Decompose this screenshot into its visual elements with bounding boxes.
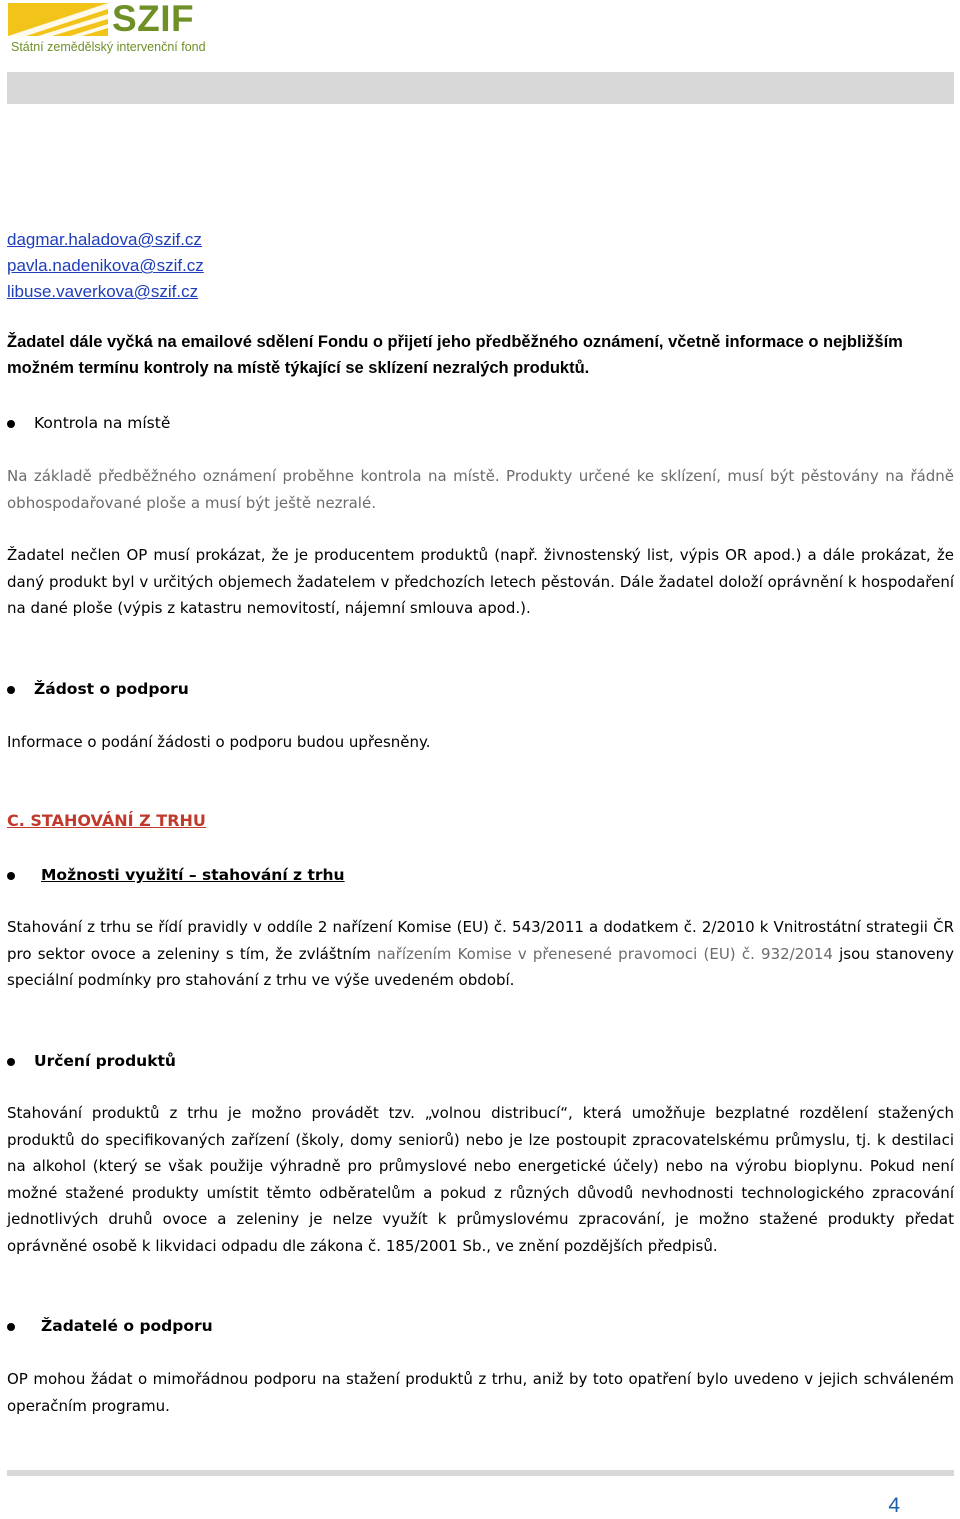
bullet-heading: Kontrola na místě [34, 414, 171, 432]
bullet-icon [7, 1058, 15, 1066]
bullet-icon [7, 1323, 15, 1331]
footer-divider-bar [7, 1470, 954, 1476]
kontrola-paragraph-2: Žadatel nečlen OP musí prokázat, že je producentem produktů (např. živnostenský list, výpis OR apod.) a dále prokázat, že daný produkt byl v určitých objemech žadatelem v předchozích letech pěstován. Dále žadatel doloží oprávnění k hospodaření na dané ploše (výpis z katastru nemovitostí, nájemní smlouva apod.). [7, 546, 954, 617]
moznosti-paragraph: Stahování z trhu se řídí pravidly v oddíle 2 nařízení Komise (EU) č. 543/2011 a dodatkem č. 2/2010 k Vnitrostátní strategii ČR pro sektor ovoce a zeleniny s tím, že zvláštním nařízením Komise v přenesené pravomoci (EU) č. 932/2014 jsou stanoveny speciální podmínky pro stahování z trhu ve výše uvedeném období. [7, 918, 954, 989]
bullet-icon [7, 872, 15, 880]
logo-wordmark: SZIF [112, 0, 195, 39]
section-title: C. STAHOVÁNÍ Z TRHU [7, 811, 206, 830]
zadatele-paragraph: OP mohou žádat o mimořádnou podporu na stažení produktů z trhu, aniž by toto opatření bylo uvedeno v jejich schváleném operačním programu. [7, 1370, 954, 1415]
email-link[interactable]: libuse.vaverkova@szif.cz [7, 282, 199, 301]
zadost-paragraph: Informace o podání žádosti o podporu budou upřesněny. [7, 733, 431, 751]
kontrola-text-gray: Na základě předběžného oznámení proběhne kontrola na místě. [7, 467, 500, 485]
email-link[interactable]: pavla.nadenikova@szif.cz [7, 256, 204, 275]
email-link[interactable]: dagmar.haladova@szif.cz [7, 230, 202, 249]
logo-wheat-icon [8, 3, 108, 36]
bullet-heading: Žádost o podporu [34, 680, 189, 698]
contact-email-list [7, 227, 204, 305]
kontrola-text: Produkty určené ke sklízení, musí být pěstovány na řádně obhospodařované ploše a musí být ještě nezralé. [7, 467, 954, 512]
bullet-heading: Možnosti využití – stahování z trhu [41, 866, 345, 884]
kontrola-paragraph-1 [7, 463, 954, 516]
bullet-heading: Určení produktů [34, 1052, 176, 1070]
szif-logo [8, 0, 208, 55]
page-number: 4 [888, 1494, 900, 1517]
intro-paragraph: Žadatel dále vyčká na emailové sdělení Fondu o přijetí jeho předběžného oznámení, včetně informace o nejbližším možném termínu kontroly na místě týkající se sklízení nezralých produktů. [7, 333, 903, 377]
bullet-heading: Žadatelé o podporu [41, 1317, 213, 1335]
bullet-icon [7, 686, 15, 694]
logo-subtitle: Státní zemědělský intervenční fond [11, 40, 206, 54]
header-divider-bar [7, 72, 954, 104]
bullet-icon [7, 420, 15, 428]
urceni-paragraph: Stahování produktů z trhu je možno provádět tzv. „volnou distribucí“, která umožňuje bezplatné rozdělení stažených produktů do specifikovaných zařízení (školy, domy seniorů) nebo je lze postoupit zpracovatelskému průmyslu, tj. k destilaci na alkohol (který se však použije výhradně pro průmyslové nebo energetické účely) nebo na výrobu bioplynu. Pokud není možné stažené produkty umístit těmto odběratelům a pokud z různých důvodů nevhodnosti technologického zpracování jednotlivých druhů ovoce a zeleniny je nelze využít k průmyslovému zpracování, je možno stažené produkty předat oprávněné osobě k likvidaci odpadu dle zákona č. 185/2001 Sb., ve znění pozdějších předpisů. [7, 1104, 954, 1255]
